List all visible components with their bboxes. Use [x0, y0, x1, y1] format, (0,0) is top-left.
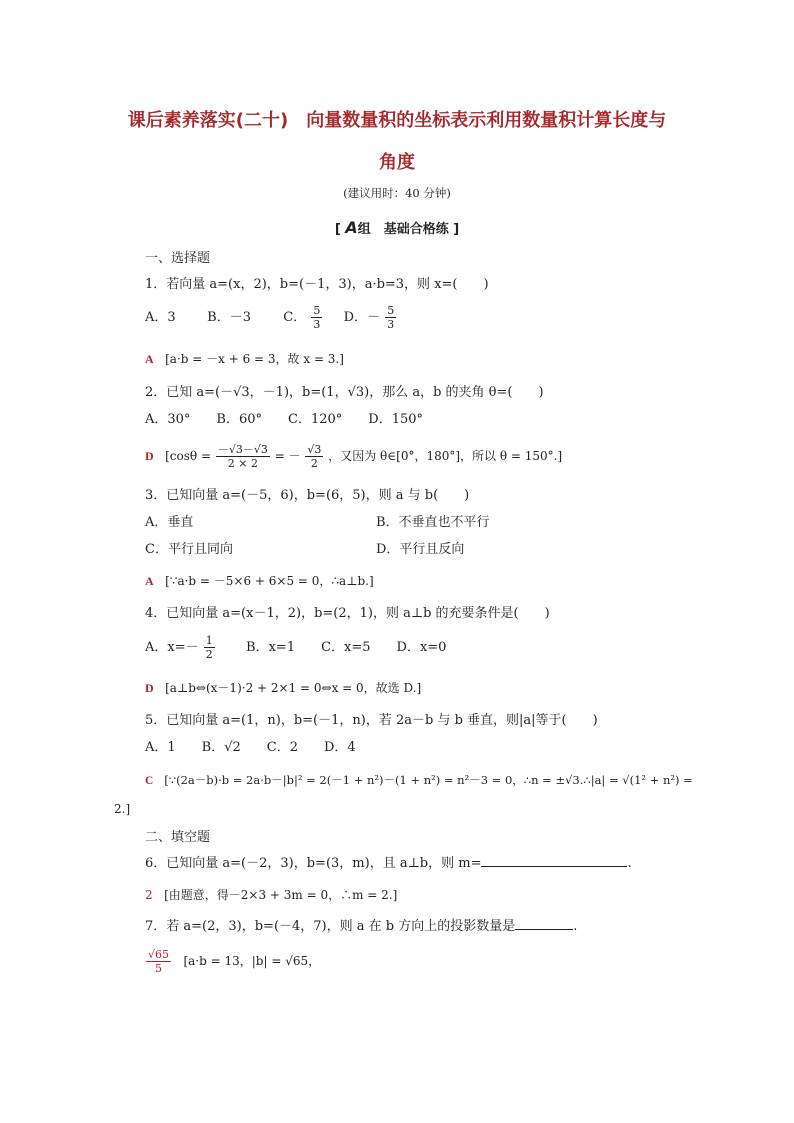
q3-answer-letter: A [145, 574, 154, 588]
q2-frac2-num: √3 [307, 443, 322, 456]
q2-answer-pre: [cosθ = [165, 449, 212, 463]
q2-answer-fraction2 [305, 443, 323, 470]
group-label: 组 基础合格练 [357, 222, 449, 237]
q6-answer [145, 886, 397, 904]
q4-stem: 4．已知向量 a=(x－1，2)，b=(2，1)，则 a⊥b 的充要条件是( ) [145, 606, 550, 621]
q1-c-num: 5 [313, 304, 321, 317]
q3-option-b: B．不垂直也不平行 [376, 515, 490, 530]
q3-option-d: D．平行且反向 [376, 542, 465, 557]
q1-answer [145, 350, 344, 368]
q2-frac-num: －√3－√3 [217, 443, 268, 456]
q3-option-a: A．垂直 [145, 515, 194, 530]
q7-answer-text: [a·b = 13，|b| = √65， [183, 954, 321, 968]
section-choice: 一、选择题 [145, 251, 211, 266]
q7-answer-fraction [146, 948, 171, 975]
q4-answer-text: [a⊥b⇔(x－1)·2 + 2×1 = 0⇔x = 0，故选 D.] [165, 681, 422, 695]
q2-answer-mid: = － [274, 449, 301, 463]
q6-stem-line [145, 855, 632, 873]
group-badge: A [345, 218, 358, 237]
q7-answer [145, 948, 320, 975]
q1-stem: 1．若向量 a=(x，2)，b=(－1，3)，a·b=3，则 x=( ) [145, 277, 489, 292]
q1-option-b: B．－3 [207, 310, 251, 325]
q2-answer-fraction [216, 443, 270, 470]
q7-frac-num: √65 [148, 948, 170, 961]
q3-stem: 3．已知向量 a=(－5，6)，b=(6，5)，则 a 与 b( ) [145, 488, 470, 503]
q1-option-a: A．3 [145, 310, 176, 325]
q2-answer [145, 443, 562, 470]
q4-option-a-fraction [204, 634, 215, 661]
q4-options [145, 634, 446, 661]
q2-frac2-den: 2 [310, 457, 318, 470]
q7-stem-line [145, 918, 577, 936]
q2-stem: 2．已知 a=(－√3，－1)，b=(1，√3)，那么 a，b 的夹角 θ=( ) [145, 385, 544, 400]
q1-answer-text: [a·b = －x + 6 = 3，故 x = 3.] [165, 352, 344, 366]
q1-answer-letter: A [145, 352, 154, 366]
page-title-line2: 角度 [379, 152, 415, 173]
q1-options [145, 304, 397, 331]
q4-answer [145, 679, 421, 697]
q4-option-rest: B．x=1 C．x=5 D．x=0 [246, 640, 447, 655]
q2-options: A．30° B．60° C．120° D．150° [145, 412, 424, 427]
q7-frac-den: 5 [155, 962, 162, 975]
q1-option-c-fraction [311, 304, 322, 331]
q6-blank[interactable] [481, 866, 627, 867]
q5-answer-letter: C [145, 775, 154, 787]
q4-answer-letter: D [145, 681, 154, 695]
q6-answer-text: [由题意，得－2×3 + 3m = 0，∴m = 2.] [164, 888, 398, 902]
q4-a-num: 1 [205, 634, 213, 647]
section-fill: 二、填空题 [145, 830, 211, 845]
q6-stem-end: . [627, 856, 632, 871]
q7-stem: 7．若 a=(2，3)，b=(－4，7)，则 a 在 b 方向上的投影数量是 [145, 919, 516, 934]
q5-answer [145, 771, 693, 790]
page-title-line1: 课后素养落实(二十) 向量数量积的坐标表示利用数量积计算长度与 [127, 110, 667, 131]
q3-option-c: C．平行且同向 [145, 542, 233, 557]
q1-option-c: C． [283, 310, 307, 325]
q1-d-den: 3 [387, 318, 395, 331]
q1-option-d: D．－ [343, 310, 381, 325]
q6-answer-value: 2 [145, 888, 153, 902]
q5-options: A．1 B．√2 C．2 D．4 [145, 740, 356, 755]
q2-frac-den: 2 × 2 [227, 457, 258, 470]
q5-answer-text: [∵(2a－b)·b = 2a·b－|b|² = 2(－1 + n²)－(1 + n²) = n²－3 = 0，∴n = ±√3.∴|a| = √(1² + n²) = [164, 773, 693, 787]
q1-c-den: 3 [313, 318, 321, 331]
q7-blank[interactable] [515, 929, 573, 930]
q1-d-num: 5 [387, 304, 395, 317]
q4-a-den: 2 [205, 648, 213, 661]
q5-stem: 5．已知向量 a=(1，n)，b=(－1，n)，若 2a－b 与 b 垂直，则|a|等于( ) [145, 713, 598, 728]
group-open-bracket: [ [334, 222, 341, 237]
q2-answer-post: ，又因为 θ∈[0°，180°]，所以 θ = 150°.] [328, 449, 563, 463]
q3-answer [145, 572, 374, 590]
q1-option-d-fraction [385, 304, 396, 331]
q6-stem: 6．已知向量 a=(－2，3)，b=(3，m)，且 a⊥b，则 m= [145, 856, 482, 871]
q4-option-a: A．x=－ [145, 640, 199, 655]
q2-answer-letter: D [145, 449, 154, 463]
group-close-bracket: ] [453, 222, 460, 237]
q3-answer-text: [∵a·b = －5×6 + 6×5 = 0，∴a⊥b.] [165, 574, 374, 588]
time-hint: (建议用时：40 分钟) [343, 186, 451, 200]
group-header [0, 218, 794, 237]
q5-answer-cont: 2.] [114, 802, 131, 816]
q7-stem-end: . [573, 919, 578, 934]
